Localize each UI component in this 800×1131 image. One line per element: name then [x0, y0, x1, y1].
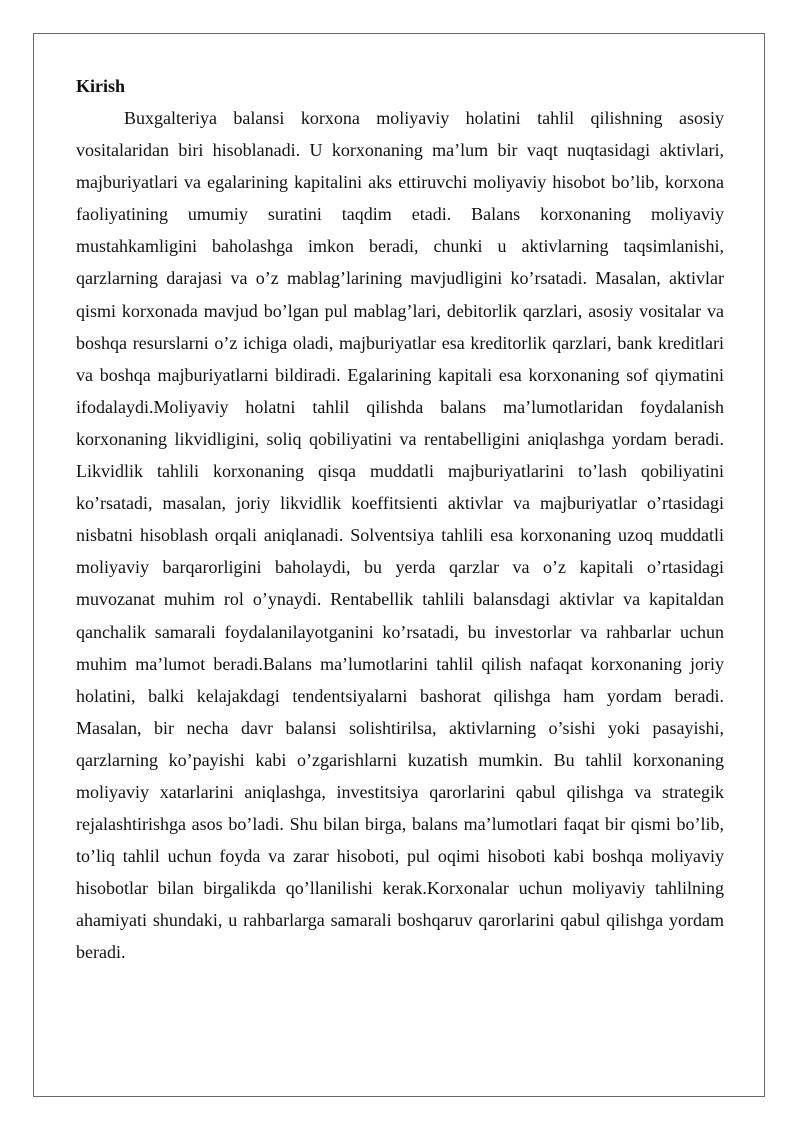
- section-heading: Kirish: [76, 76, 126, 96]
- document-body: [76, 72, 724, 969]
- intro-paragraph: Buxgalteriya balansi korxona moliyaviy holatini tahlil qilishning asosiy vositalaridan biri hisoblanadi. U korxonaning ma’lum bir vaqt nuqtasidagi aktivlari, majburiyatlari va egalarining kapitalini aks ettiruvchi moliyaviy hisobot bo’lib, korxona faoliyatining umumiy suratini taqdim etadi. Balans korxonaning moliyaviy mustahkamligini baholashga imkon beradi, chunki u aktivlarning taqsimlanishi, qarzlarning darajasi va o’z mablag’larining mavjudligini ko’rsatadi. Masalan, aktivlar qismi korxonada mavjud bo’lgan pul mablag’lari, debitorlik qarzlari, asosiy vositalar va boshqa resurslarni o’z ichiga oladi, majburiyatlar esa kreditorlik qarzlari, bank kreditlari va boshqa majburiyatlarni bildiradi. Egalarining kapitali esa korxonaning sof qiymatini ifodalaydi.Moliyaviy holatni tahlil qilishda balans ma’lumotlaridan foydalanish korxonaning likvidligini, soliq qobiliyatini va rentabelligini aniqlashga yordam beradi. Likvidlik tahlili korxonaning qisqa muddatli majburiyatlarini to’lash qobiliyatini ko’rsatadi, masalan, joriy likvidlik koeffitsienti aktivlar va majburiyatlar o’rtasidagi nisbatni hisoblash orqali aniqlanadi. Solventsiya tahlili esa korxonaning uzoq muddatli moliyaviy barqarorligini baholaydi, bu yerda qarzlar va o’z kapitali o’rtasidagi muvozanat muhim rol o’ynaydi. Rentabellik tahlili balansdagi aktivlar va kapitaldan qanchalik samarali foydalanilayotganini ko’rsatadi, bu investorlar va rahbarlar uchun muhim ma’lumot beradi.Balans ma’lumotlarini tahlil qilish nafaqat korxonaning joriy holatini, balki kelajakdagi tendentsiyalarni bashorat qilishga ham yordam beradi. Masalan, bir necha davr balansi solishtirilsa, aktivlarning o’sishi yoki pasayishi, qarzlarning ko’payishi kabi o’zgarishlarni kuzatish mumkin. Bu tahlil korxonaning moliyaviy xatarlarini aniqlashga, investitsiya qarorlarini qabul qilishga va strategik rejalashtirishga asos bo’ladi. Shu bilan birga, balans ma’lumotlari faqat bir qismi bo’lib, to’liq tahlil uchun foyda va zarar hisoboti, pul oqimi hisoboti kabi boshqa moliyaviy hisobotlar bilan birgalikda qo’llanilishi kerak.Korxonalar uchun moliyaviy tahlilning ahamiyati shundaki, u rahbarlarga samarali boshqaruv qarorlarini qabul qilishga yordam beradi.: [76, 108, 724, 963]
